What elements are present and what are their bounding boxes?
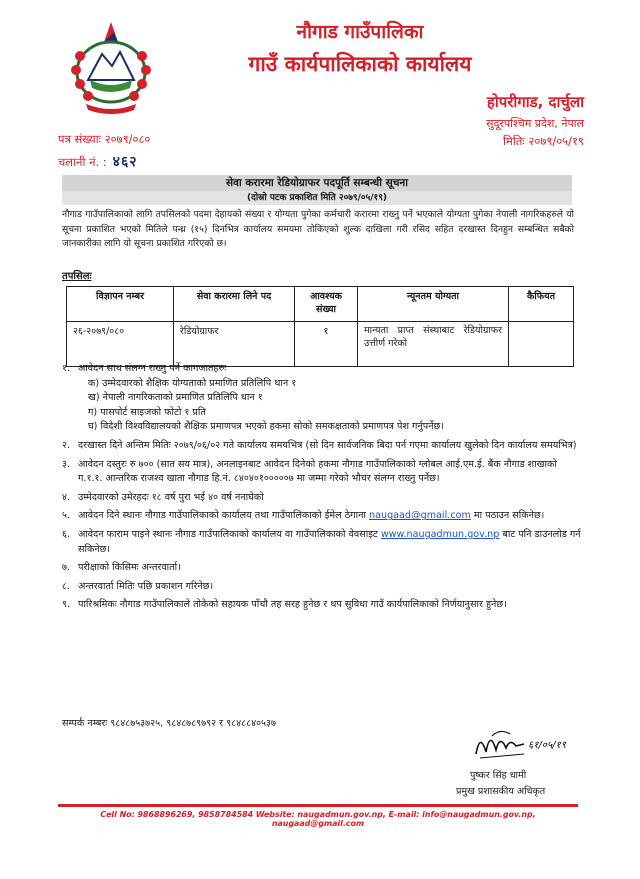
item-text: परीक्षाको किसिमः अन्तरवार्ता। [78, 562, 181, 574]
column-header: आवश्यक संख्या [295, 287, 358, 322]
footer-divider [58, 804, 578, 807]
item-number: २. [62, 439, 71, 451]
table-cell: मान्यता प्राप्त संस्थाबाट रेडियोग्राफर उत्तीर्ण गरेको [358, 322, 509, 367]
item-text: पारिश्रमिकः नौगाड गाउँपालिकाले तोकेको सहायक पाँचौ तह सरह हुनेछ र थप सुविधा गाउँ कार्यपालिकाको निर्णयानुसार हुनेछ। [78, 599, 507, 611]
office-location: होपरीगाड, दार्चुला [486, 93, 584, 111]
item-text-tail: मा पठाउन सकिनेछ। [473, 510, 545, 522]
table-header-row [67, 287, 574, 322]
item-number: ९. [62, 599, 71, 611]
list-item [62, 439, 582, 454]
item-number: ३. [62, 458, 71, 470]
details-label: तपसिलः [62, 271, 92, 282]
notice-body: नौगाड गाउँपालिकाको लागि तपसिलको पदमा देहायको संख्या र योग्यता पुगेका कर्मचारी करारमा राख्नु पर्ने भएकाले योग्यता पुगेका नेपाली नागरिकहरुले यो सूचना प्रकाशित भएको मितिले पन्ध्र (१५) दिनभित्र कार्यालय समयमा तोकिएको शुल्क दाखिला गरी रसिद सहित दरखास्त दिनहुन सम्बन्धित सबैको जानकारीका लागि यो सूचना प्रकाशित गरिएको छ। [62, 209, 574, 249]
signatory-title: प्रमुख प्रशासकीय अधिकृत [456, 786, 546, 797]
email-link[interactable]: naugaad@gmail.com [369, 510, 471, 522]
item-text: दरखास्त दिने अन्तिम मितिः २०७९/०६/०२ गते कार्यालय समयभित्र (सो दिन सार्वजनिक बिदा पर्न गएमा कार्यालय खुलेको दिन कार्यालय समयभित्र) [78, 439, 577, 451]
website-link[interactable]: www.naugadmun.gov.np [380, 528, 500, 540]
org-name: नौगाड गाउँपालिका [296, 21, 424, 43]
vacancy-table [66, 286, 574, 367]
list-item [62, 509, 582, 524]
list-item [62, 598, 582, 613]
contact-numbers: सम्पर्क नम्बरः ९८४८७५३७२५, ९८४८७८९७९२ र ९८४८८४०५३७ [62, 718, 277, 729]
list-item [62, 580, 582, 595]
item-number: ८. [62, 580, 71, 592]
item-number: ४. [62, 491, 71, 503]
handwritten-signature [470, 724, 580, 766]
letter-number: पत्र संख्याः २०७९/०८० [58, 132, 151, 146]
letter-date: मितिः २०७९/०५/१९ [503, 134, 584, 148]
item-text: उम्मेदवारको उमेरहदः १८ वर्ष पुरा भई ४० वर्ष ननाघेको [78, 491, 264, 503]
table-cell: १ [295, 322, 358, 367]
table-row [67, 322, 574, 367]
table-cell: रेडियोग्राफर [174, 322, 295, 367]
item-number: ६. [62, 528, 71, 540]
item-text: आवेदन फाराम पाइने स्थानः नौगाड गाउँपालिकाको कार्यालय वा गाउँपालिकाको वेवसाइट [78, 528, 378, 540]
list-item [62, 561, 582, 576]
signatory-name: पुष्कर सिंह धामी [470, 770, 527, 781]
item-text: आवेदन दस्तुरः रु ७०० (सात सय मात्र), अनलाइनबाट आवेदन दिनेको हकमा नौगाड गाउँपालिकाको ग्लोबल आई.एम.ई. बैंक नौगाड शाखाको ग.१.१. आन्तरिक राजश्व खाता नौगाड हि.नं. ८४०४०१०००००७ मा जम्मा गरेको भौचर संलग्न राख्नु पर्नेछ। [78, 458, 557, 485]
signature-date: ६१/०५/१९ [528, 740, 566, 751]
table-cell [509, 322, 574, 367]
list-item [62, 491, 582, 506]
column-header: न्यूनतम योग्यता [358, 287, 509, 322]
province-name: सुदूरपश्चिम प्रदेश, नेपाल [486, 117, 584, 130]
notice-subtitle: (दोस्रो पटक प्रकाशित मिति २०७९/०५/१९) [62, 191, 572, 205]
item-number: ५. [62, 510, 71, 522]
item-number: ७. [62, 562, 71, 574]
sub-item: ख) नेपाली नागरिकताको प्रमाणित प्रतिलिपि थान १ [88, 392, 263, 404]
item-number: १. [62, 363, 71, 374]
item-text: आवेदन साथ संलग्न राख्नु पर्ने कागजातहरुः [78, 363, 227, 374]
notice-title: सेवा करारमा रेडियोग्राफर पदपूर्ति सम्बन्धी सूचना [62, 175, 572, 191]
list-item [62, 458, 582, 487]
column-header: कैफियत [509, 287, 574, 322]
item-text: अन्तरवार्ता मितिः पछि प्रकाशन गरिनेछ। [78, 580, 214, 592]
item-text: आवेदन दिने स्थानः नौगाड गाउँपालिकाको कार्यालय तथा गाउँपालिकाको ईमेल ठेगाना [78, 510, 366, 522]
office-name: गाउँ कार्यपालिकाको कार्यालय [248, 52, 472, 76]
footer-contact: Cell No: 9868896269, 9858784584 Website: naugadmun.gov.np, E-mail: info@naugadmun.gov.np, naugaad@gmail.com [100, 810, 536, 828]
sub-item: घ) विदेशी विश्वविद्यालयको शैक्षिक प्रमाणपत्र भएको हकमा सोको समकक्षताको प्रमाणपत्र पेश गर्नुपर्नेछ। [88, 421, 444, 433]
dispatch-number: ४६२ [112, 154, 138, 170]
table-cell: २६-२०७९/०८० [67, 322, 174, 367]
sub-item: ग) पासपोर्ट साइजको फोटो १ प्रति [88, 406, 206, 418]
list-item [62, 528, 582, 557]
dispatch-number-line [58, 152, 138, 171]
column-header: सेवा करारमा लिने पद [174, 287, 295, 322]
instructions-list [62, 362, 582, 617]
list-item [62, 362, 582, 435]
item-text-tail: बाट पनि डाउनलोड गर्न सकिनेछ। [78, 528, 581, 555]
dispatch-label: चलानी नं. : [58, 155, 107, 169]
sub-item: क) उम्मेदवारको शैक्षिक योग्यताको प्रमाणित प्रतिलिपि थान १ [88, 377, 297, 389]
column-header: विज्ञापन नम्बर [67, 287, 174, 322]
